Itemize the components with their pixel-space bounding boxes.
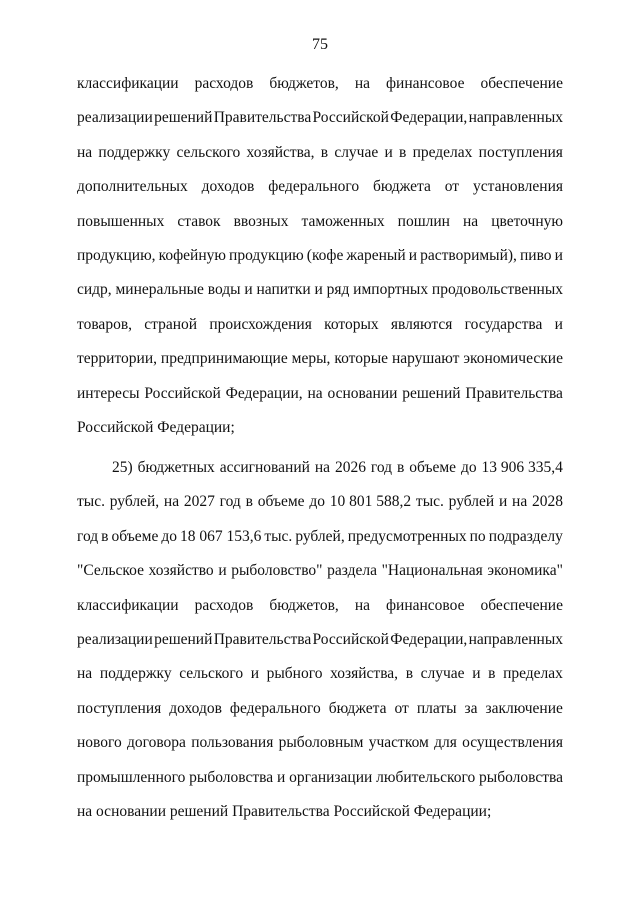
word: и — [314, 281, 323, 299]
word: цветочную — [491, 212, 563, 230]
word: "Национальная — [381, 562, 483, 580]
word: и — [472, 665, 481, 683]
word: сельского — [176, 143, 241, 161]
paragraph-continued — [77, 67, 563, 445]
word: 2026 — [334, 459, 366, 476]
text-line — [77, 692, 563, 726]
word: и — [384, 143, 393, 161]
word: в — [405, 665, 414, 683]
word: платы — [416, 699, 457, 717]
word: от — [444, 178, 460, 196]
word: ставок — [177, 212, 221, 230]
word: по — [469, 527, 486, 545]
word: Правительства — [213, 109, 312, 127]
word: Правительства — [465, 384, 563, 402]
word: для — [434, 734, 457, 752]
word: 18 067 153,6 — [179, 527, 262, 545]
word: классификации — [77, 75, 179, 92]
text-line — [77, 451, 563, 485]
word: ввозных — [233, 212, 289, 230]
word: Правительства — [213, 630, 312, 648]
word: 2027 — [183, 493, 215, 511]
word: являются — [390, 315, 453, 333]
word: бюджета — [373, 178, 431, 196]
word: растворимый), — [420, 246, 517, 264]
text-line — [77, 554, 563, 588]
word: интересы — [77, 384, 140, 402]
word: 25) — [112, 459, 133, 476]
word: хозяйства, — [330, 665, 399, 683]
word: "Сельское — [77, 562, 144, 580]
word: воды — [207, 281, 241, 299]
word: поступления — [77, 699, 162, 717]
word: федерального — [268, 178, 360, 196]
word: решений — [154, 109, 213, 127]
text-line — [77, 170, 563, 204]
text-line — [77, 657, 563, 691]
word: происхождения — [209, 315, 312, 333]
word: тыс. — [77, 493, 105, 511]
word: тыс. — [264, 527, 293, 545]
text-line — [77, 273, 563, 307]
word: предусмотренных — [347, 527, 467, 545]
word: на — [314, 459, 331, 476]
word: на — [354, 75, 370, 92]
text-line — [77, 520, 563, 554]
word: пределах — [503, 665, 563, 683]
word: и — [250, 665, 259, 683]
word: в — [396, 459, 405, 476]
word: страной — [144, 315, 198, 333]
word: в — [101, 527, 109, 545]
word: раздела — [327, 562, 377, 580]
word: на — [307, 384, 323, 402]
word: которых — [324, 315, 379, 333]
word: сидр, — [77, 281, 112, 299]
word: продукцию, — [77, 246, 156, 264]
word: предпринимающие — [160, 350, 288, 368]
word: направленных — [468, 630, 563, 648]
word: финансовое — [386, 75, 465, 92]
word: хозяйства, — [246, 143, 315, 161]
word: случае — [334, 143, 379, 161]
word: экономика" — [487, 562, 563, 580]
word: Федерации, — [225, 384, 303, 402]
word: в — [245, 493, 253, 511]
text-line — [77, 589, 563, 623]
word: случае — [420, 665, 465, 683]
word: и — [218, 562, 227, 580]
word: рублей, — [109, 493, 160, 511]
word: год — [370, 459, 393, 476]
word: и — [244, 281, 253, 299]
text-line — [77, 239, 563, 273]
word: рублей, — [295, 527, 345, 545]
word: доходов — [201, 178, 255, 196]
word: ассигнований — [219, 459, 310, 476]
word: объеме — [111, 527, 159, 545]
word: за — [464, 699, 478, 717]
word: пределах — [412, 143, 473, 161]
word: тыс. — [415, 493, 444, 511]
word: 10 801 588,2 — [329, 493, 412, 511]
word: на — [77, 143, 93, 161]
word: на — [463, 212, 479, 230]
word: территории, — [77, 350, 157, 368]
text-line — [77, 485, 563, 519]
word: рыболовство" — [231, 562, 323, 580]
word: заключение — [485, 699, 563, 717]
word: бюджетов, — [269, 596, 339, 614]
word: рыбного — [266, 665, 323, 683]
word: поступления — [478, 143, 563, 161]
word: промышленного — [77, 768, 186, 786]
word: и — [498, 493, 508, 511]
word: осуществления — [462, 734, 563, 752]
word: нарушают — [391, 350, 460, 368]
word: товаров, — [77, 315, 133, 333]
word: подразделу — [488, 527, 563, 545]
word: бюджетов, — [269, 75, 339, 92]
word: и — [554, 246, 563, 264]
word: объеме — [409, 459, 457, 476]
word: организации — [289, 768, 373, 786]
text-line — [77, 623, 563, 657]
word: на — [512, 493, 528, 511]
word: бюджета — [328, 699, 387, 717]
word: Российской — [312, 109, 389, 127]
word: государства — [464, 315, 543, 333]
word: ряд — [326, 281, 350, 299]
word: хозяйство — [148, 562, 214, 580]
word: таможенных — [301, 212, 385, 230]
word: кофейную — [158, 246, 226, 264]
word: жареный — [346, 246, 406, 264]
word: пошлин — [397, 212, 450, 230]
word: на — [354, 596, 370, 614]
word: расходов — [194, 596, 254, 614]
word: классификации — [77, 596, 179, 614]
word: на — [163, 493, 180, 511]
text-line — [77, 308, 563, 342]
word: в — [399, 143, 407, 161]
text-line — [77, 101, 563, 135]
word: пользования — [191, 734, 274, 752]
word: от — [394, 699, 409, 717]
word: Российской — [144, 384, 221, 402]
word: в — [488, 665, 496, 683]
word: год — [219, 493, 241, 511]
word: любительского — [376, 768, 476, 786]
word: поддержку — [99, 665, 172, 683]
paragraph-25 — [77, 451, 563, 829]
word: (кофе — [306, 246, 344, 264]
word: до — [460, 459, 477, 476]
word: которые — [334, 350, 388, 368]
word: участком — [368, 734, 429, 752]
word: рыболовства — [479, 768, 563, 786]
word: сельского — [179, 665, 244, 683]
word: импортных — [353, 281, 429, 299]
word: рыболовства — [189, 768, 274, 786]
word: решений — [402, 384, 461, 402]
word: продукцию — [229, 246, 304, 264]
word: обеспечение — [480, 596, 563, 614]
text-line — [77, 136, 563, 170]
word: поддержку — [98, 143, 171, 161]
word: до — [309, 493, 325, 511]
word: решений — [154, 630, 213, 648]
word: минеральные — [115, 281, 204, 299]
word: дополнительных — [77, 178, 188, 196]
word: реализации — [77, 630, 153, 648]
word: в — [320, 143, 329, 161]
word: до — [161, 527, 177, 545]
word: установления — [473, 178, 563, 196]
text-line — [77, 205, 563, 239]
word: расходов — [194, 75, 254, 92]
word: договора — [126, 734, 186, 752]
word: и — [408, 246, 418, 264]
word: доходов — [169, 699, 222, 717]
word: основании — [327, 384, 398, 402]
word: напитки — [256, 281, 311, 299]
word: и — [276, 768, 286, 786]
word: экономические — [463, 350, 563, 368]
text-line-last: Российской Федерации; — [77, 418, 235, 436]
word: рублей — [448, 493, 495, 511]
word: направленных — [468, 109, 563, 127]
word: объеме — [257, 493, 305, 511]
word: Федерации, — [390, 109, 468, 127]
word: год — [77, 527, 99, 545]
page-number: 75 — [312, 36, 328, 53]
word: пиво — [520, 246, 552, 264]
text-line — [77, 67, 563, 101]
text-line — [77, 377, 563, 411]
word: 2028 — [532, 493, 563, 511]
word: 13 906 335,4 — [481, 459, 563, 476]
word: Российской — [312, 630, 389, 648]
word: рыболовным — [278, 734, 364, 752]
word: нового — [77, 734, 122, 752]
word: федерального — [229, 699, 321, 717]
word: бюджетных — [137, 459, 215, 476]
word: Федерации, — [390, 630, 468, 648]
text-line — [77, 726, 563, 760]
word: и — [554, 315, 563, 333]
word: финансовое — [386, 596, 465, 614]
word: на — [77, 665, 93, 683]
text-line — [77, 761, 563, 795]
word: меры, — [291, 350, 331, 368]
text-line — [77, 342, 563, 376]
text-line-last: на основании решений Правительства Российской Федерации; — [77, 802, 492, 820]
word: реализации — [77, 109, 153, 127]
word: повышенных — [77, 212, 165, 230]
word: продовольственных — [431, 281, 563, 299]
word: обеспечение — [480, 75, 563, 92]
